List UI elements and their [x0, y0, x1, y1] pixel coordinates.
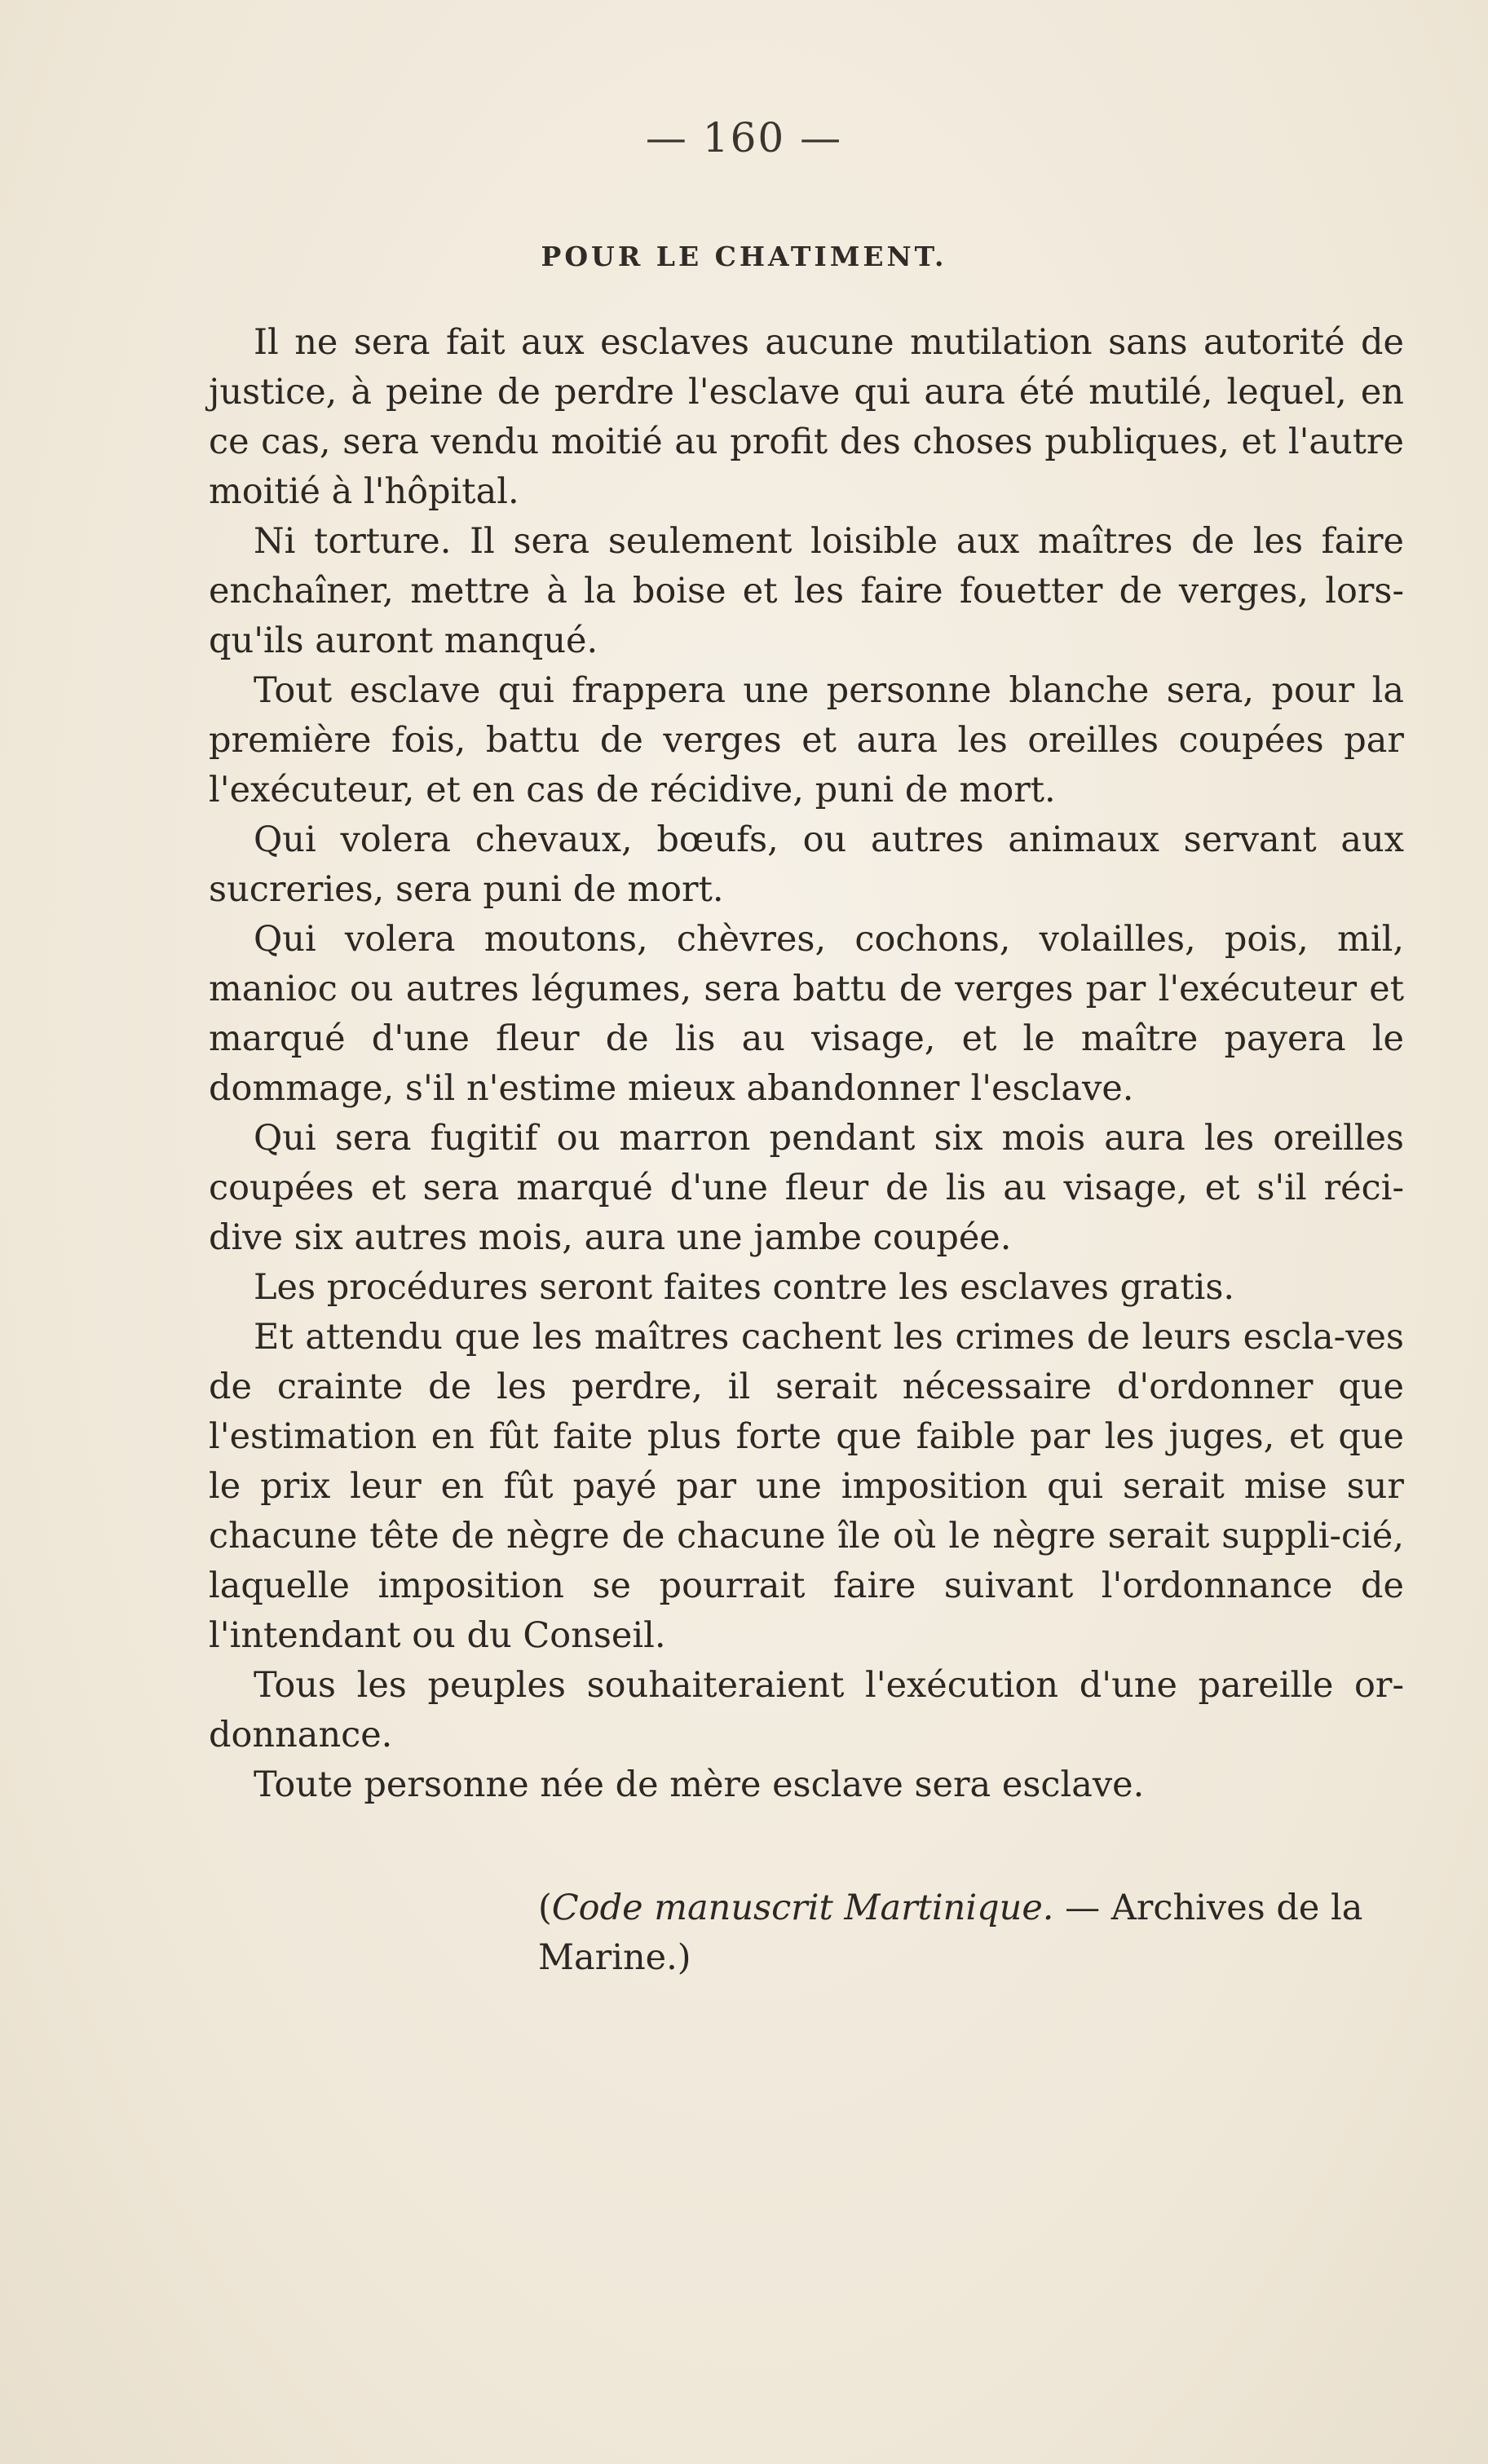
paragraph: Qui volera moutons, chèvres, cochons, volailles, pois, mil, manioc ou autres légumes, sera battu de verges par l'exécuteur et marqué d'une fleur de lis au visage, et le maître payera le dommage, s'il n'estime mieux abandonner l'esclave. [209, 919, 1404, 1109]
citation [538, 1883, 1402, 1983]
paragraph: Toute personne née de mère esclave sera esclave. [254, 1764, 1145, 1805]
paragraph: Les procédures seront faites contre les esclaves gratis. [254, 1267, 1235, 1308]
page-number: — 160 — [645, 114, 843, 161]
paragraph: Il ne sera fait aux esclaves aucune mutilation sans autorité de justice, à peine de perdre l'esclave qui aura été mutilé, lequel, en ce cas, sera vendu moitié au profit des choses publiques, et l'autre moitié à l'hôpital. [209, 322, 1404, 512]
citation-open: ( [538, 1888, 552, 1928]
citation-archive: — Archives de la Marine.) [538, 1888, 1363, 1978]
citation-source: Code manuscrit Martinique. [551, 1888, 1054, 1928]
paragraph: Ni torture. Il sera seulement loisible aux maîtres de les faire enchaîner, mettre à la boise et les faire fouetter de verges, lors-qu'ils auront manqué. [209, 521, 1404, 661]
body-text [209, 318, 1404, 1810]
paragraph: Et attendu que les maîtres cachent les crimes de leurs escla-ves de crainte de les perdre, il serait nécessaire d'ordonner que l'estimation en fût faite plus forte que faible par les juges, et que le prix leur en fût payé par une imposition qui serait mise sur chacune tête de nègre de chacune île où le nègre serait suppli-cié, laquelle imposition se pourrait faire suivant l'ordonnance de l'intendant ou du Conseil. [209, 1317, 1404, 1656]
paragraph: Qui sera fugitif ou marron pendant six mois aura les oreilles coupées et sera marqué d'une fleur de lis au visage, et s'il réci-dive six autres mois, aura une jambe coupée. [209, 1118, 1404, 1258]
paragraph: Tout esclave qui frappera une personne blanche sera, pour la première fois, battu de verges et aura les oreilles coupées par l'exécuteur, et en cas de récidive, puni de mort. [209, 670, 1404, 810]
section-title: POUR LE CHATIMENT. [541, 241, 947, 272]
paragraph: Qui volera chevaux, bœufs, ou autres animaux servant aux sucreries, sera puni de mort. [209, 819, 1404, 910]
paragraph: Tous les peuples souhaiteraient l'exécution d'une pareille or-donnance. [209, 1665, 1404, 1755]
